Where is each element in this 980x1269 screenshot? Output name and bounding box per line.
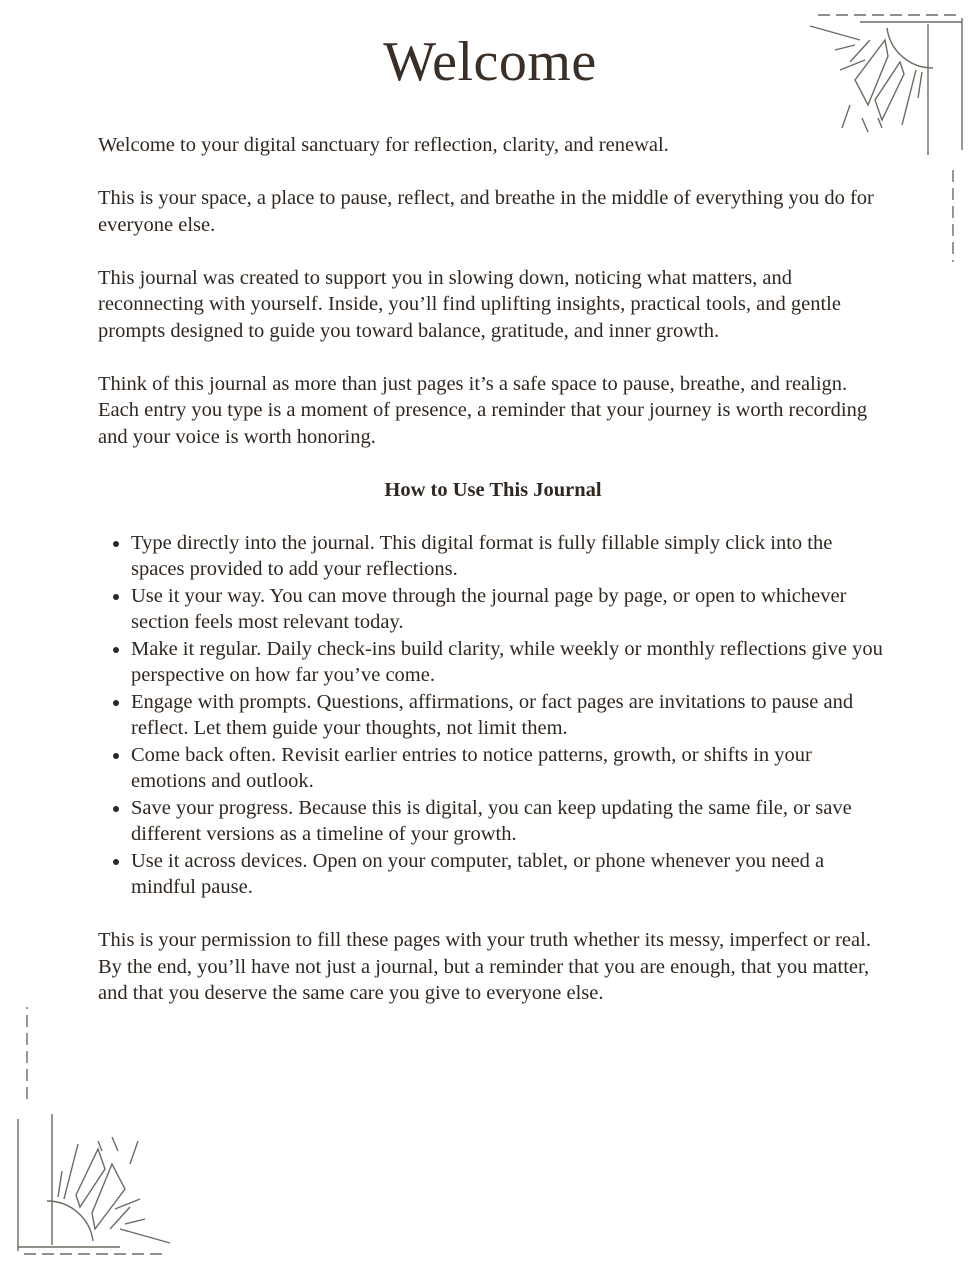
list-item: • Use it across devices. Open on your computer, tablet, or phone whenever you need a mindful pause. bbox=[131, 848, 888, 901]
list-item: • Type directly into the journal. This digital format is fully fillable simply click into the spaces provided to add your reflections. bbox=[131, 530, 888, 583]
list-item: • Engage with prompts. Questions, affirmations, or fact pages are invitations to pause and reflect. Let them guide your thoughts, not limit them. bbox=[131, 689, 888, 742]
journal-intro bbox=[98, 132, 888, 1033]
list-item: • Make it regular. Daily check-ins build clarity, while weekly or monthly reflections give you perspective on how far you’ve come. bbox=[131, 636, 888, 689]
intro-paragraph: This journal was created to support you in slowing down, noticing what matters, and reconnecting with yourself. Inside, you’ll find uplifting insights, practical tools, and gentle prompts designed to guide you toward balance, gratitude, and inner growth. bbox=[98, 266, 841, 342]
how-to-list bbox=[98, 530, 888, 901]
how-to-heading: How to Use This Journal bbox=[384, 478, 602, 501]
closing-paragraph: This is your permission to fill these pages with your truth whether its messy, imperfect or real. By the end, you’ll have not just a journal, but a reminder that you are enough, that you matter, and that you deserve the same care you give to everyone else. bbox=[98, 929, 871, 1004]
intro-paragraph: Welcome to your digital sanctuary for reflection, clarity, and renewal. bbox=[98, 134, 669, 156]
list-item: • Come back often. Revisit earlier entries to notice patterns, growth, or shifts in your emotions and outlook. bbox=[131, 742, 888, 795]
intro-paragraph: This is your space, a place to pause, reflect, and breathe in the middle of everything you do for everyone else. bbox=[98, 187, 874, 236]
list-item: • Save your progress. Because this is digital, you can keep updating the same file, or save different versions as a timeline of your growth. bbox=[131, 795, 888, 848]
intro-paragraph: Think of this journal as more than just pages it’s a safe space to pause, breathe, and realign. Each entry you type is a moment of presence, a reminder that your journey is worth recording and your voice is worth honoring. bbox=[98, 372, 868, 448]
page-title: Welcome bbox=[383, 31, 597, 93]
list-item: • Use it your way. You can move through the journal page by page, or open to whichever section feels most relevant today. bbox=[131, 583, 888, 636]
